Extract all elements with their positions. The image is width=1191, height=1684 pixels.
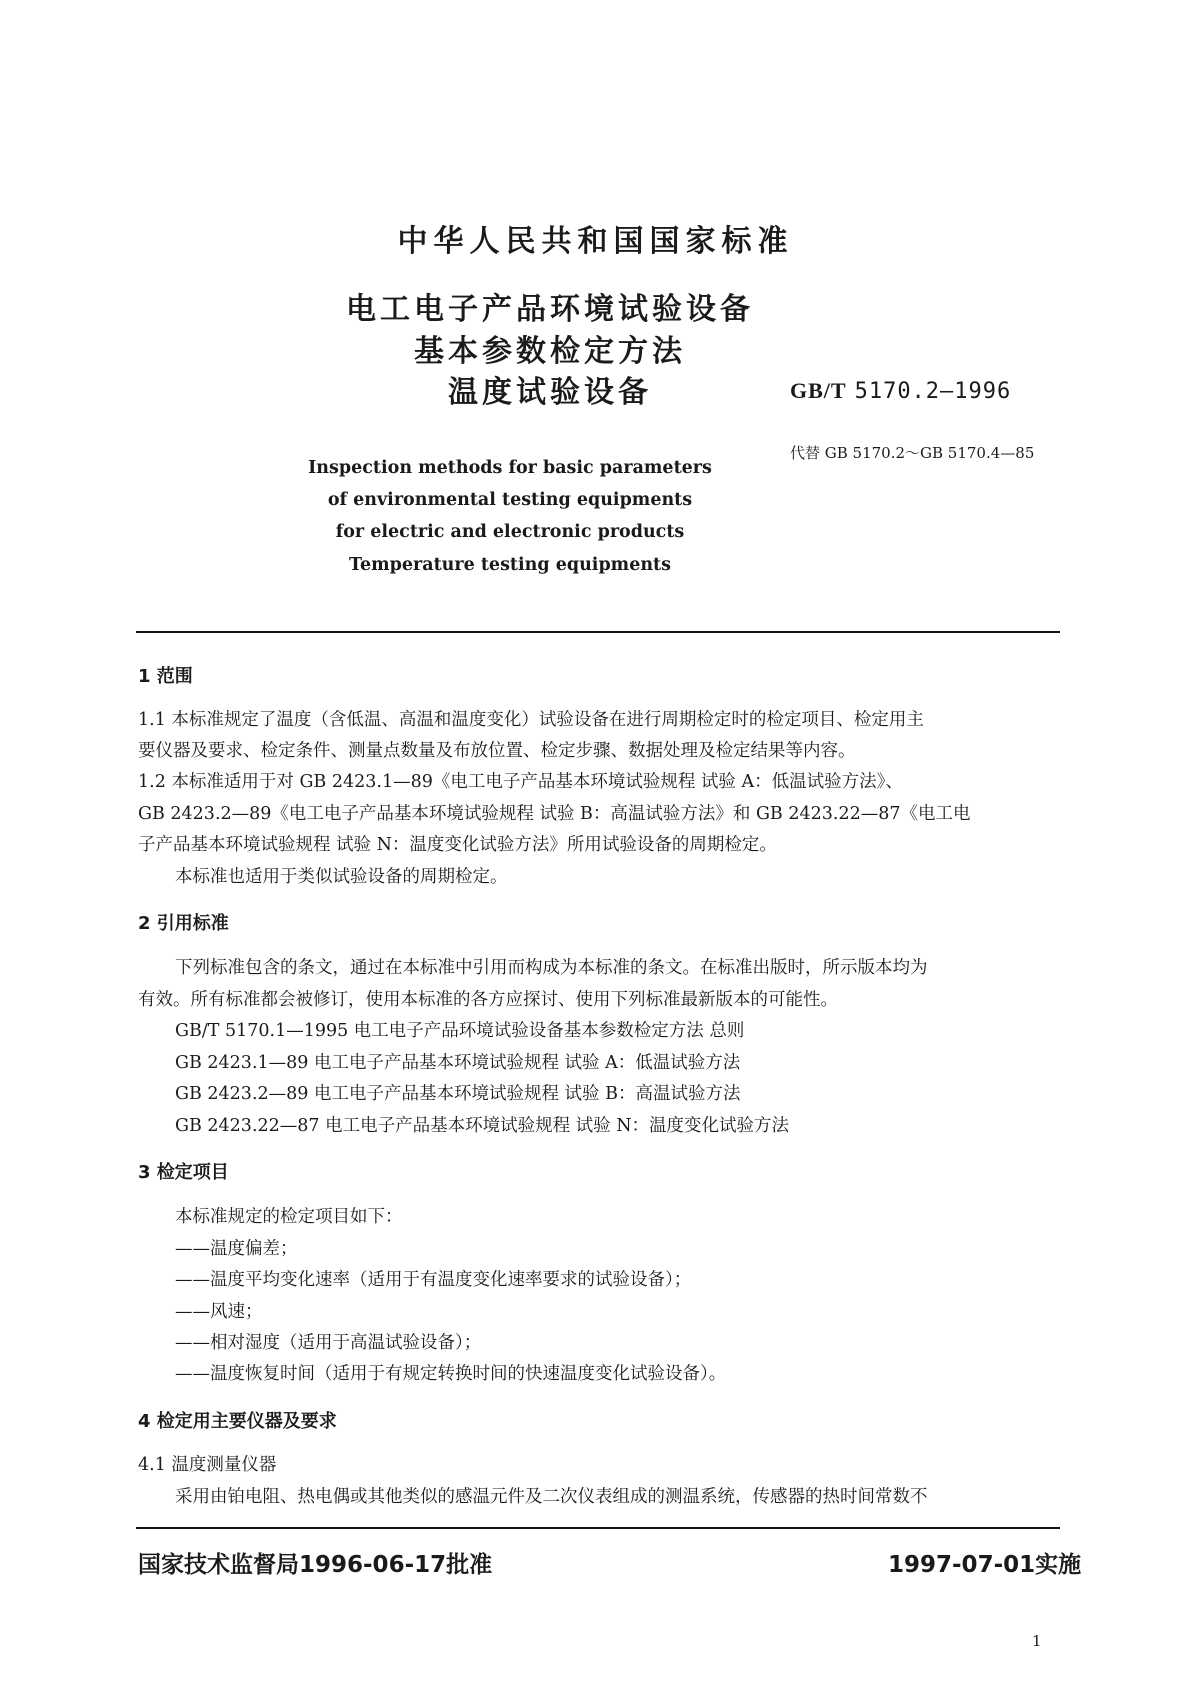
national-standard-title: 中华人民共和国国家标准	[397, 224, 794, 259]
effective-date: 1997-07-01实施	[888, 1552, 1082, 1578]
section-1-heading: 1 范围	[138, 666, 193, 687]
reference-item: GB 2423.1—89 电工电子产品基本环境试验规程 试验 A：低温试验方法	[175, 1053, 741, 1073]
standard-code-prefix: GB/T	[790, 378, 847, 403]
para-1-2-line-1: 1.2 本标准适用于对 GB 2423.1—89《电工电子产品基本环境试验规程 试验 A：低温试验方法》、	[138, 772, 903, 792]
list-item: ——温度偏差；	[175, 1239, 298, 1259]
title-en-line-1: Inspection methods for basic parameters	[308, 458, 712, 478]
title-en-line-4: Temperature testing equipments	[349, 555, 671, 575]
title-cn-line-2: 基本参数检定方法	[414, 334, 686, 369]
para-2-intro-line-2: 有效。所有标准都会被修订，使用本标准的各方应探讨、使用下列标准最新版本的可能性。	[138, 990, 838, 1010]
para-1-1-line-2: 要仪器及要求、检定条件、测量点数量及布放位置、检定步骤、数据处理及检定结果等内容。	[138, 741, 856, 761]
para-1-1-line-1: 1.1 本标准规定了温度（含低温、高温和温度变化）试验设备在进行周期检定时的检定项目、检定用主	[138, 710, 924, 730]
title-en-line-2: of environmental testing equipments	[327, 490, 693, 510]
title-cn-line-1: 电工电子产品环境试验设备	[346, 292, 754, 327]
header-divider	[136, 631, 1060, 633]
para-2-intro-line-1: 下列标准包含的条文，通过在本标准中引用而构成为本标准的条文。在标准出版时，所示版本均为	[175, 958, 928, 978]
para-1-2-line-2: GB 2423.2—89《电工电子产品基本环境试验规程 试验 B：高温试验方法》和 GB 2423.22—87《电工电	[138, 804, 971, 824]
title-en-line-3: for electric and electronic products	[335, 522, 685, 542]
replaces-note: 代替 GB 5170.2～GB 5170.4—85	[790, 444, 1035, 462]
reference-item: GB/T 5170.1—1995 电工电子产品环境试验设备基本参数检定方法 总则	[175, 1021, 745, 1041]
list-item: ——风速；	[175, 1302, 263, 1322]
section-2-heading: 2 引用标准	[138, 913, 229, 934]
para-3-intro: 本标准规定的检定项目如下：	[175, 1207, 403, 1227]
section-3-heading: 3 检定项目	[138, 1162, 229, 1183]
section-4-heading: 4 检定用主要仪器及要求	[138, 1411, 337, 1432]
title-cn-line-3: 温度试验设备	[448, 375, 652, 410]
standard-code-number: 5170.2—1996	[854, 379, 1012, 404]
para-4-1-line-1: 采用由铂电阻、热电偶或其他类似的感温元件及二次仪表组成的测温系统，传感器的热时间常数不	[175, 1487, 928, 1507]
approval-statement: 国家技术监督局1996-06-17批准	[138, 1552, 493, 1578]
para-1-2-line-3: 子产品基本环境试验规程 试验 N：温度变化试验方法》所用试验设备的周期检定。	[138, 835, 777, 855]
list-item: ——相对湿度（适用于高温试验设备）；	[175, 1333, 482, 1353]
reference-item: GB 2423.2—89 电工电子产品基本环境试验规程 试验 B：高温试验方法	[175, 1084, 741, 1104]
reference-item: GB 2423.22—87 电工电子产品基本环境试验规程 试验 N：温度变化试验方法	[175, 1116, 790, 1136]
page-number: 1	[1032, 1632, 1042, 1650]
list-item: ——温度平均变化速率（适用于有温度变化速率要求的试验设备）；	[175, 1270, 692, 1290]
list-item: ——温度恢复时间（适用于有规定转换时间的快速温度变化试验设备）。	[175, 1364, 727, 1384]
subsection-4-1-heading: 4.1 温度测量仪器	[138, 1455, 277, 1475]
para-1-note: 本标准也适用于类似试验设备的周期检定。	[175, 867, 508, 887]
standard-code	[790, 378, 1011, 404]
footer-divider	[136, 1527, 1060, 1529]
